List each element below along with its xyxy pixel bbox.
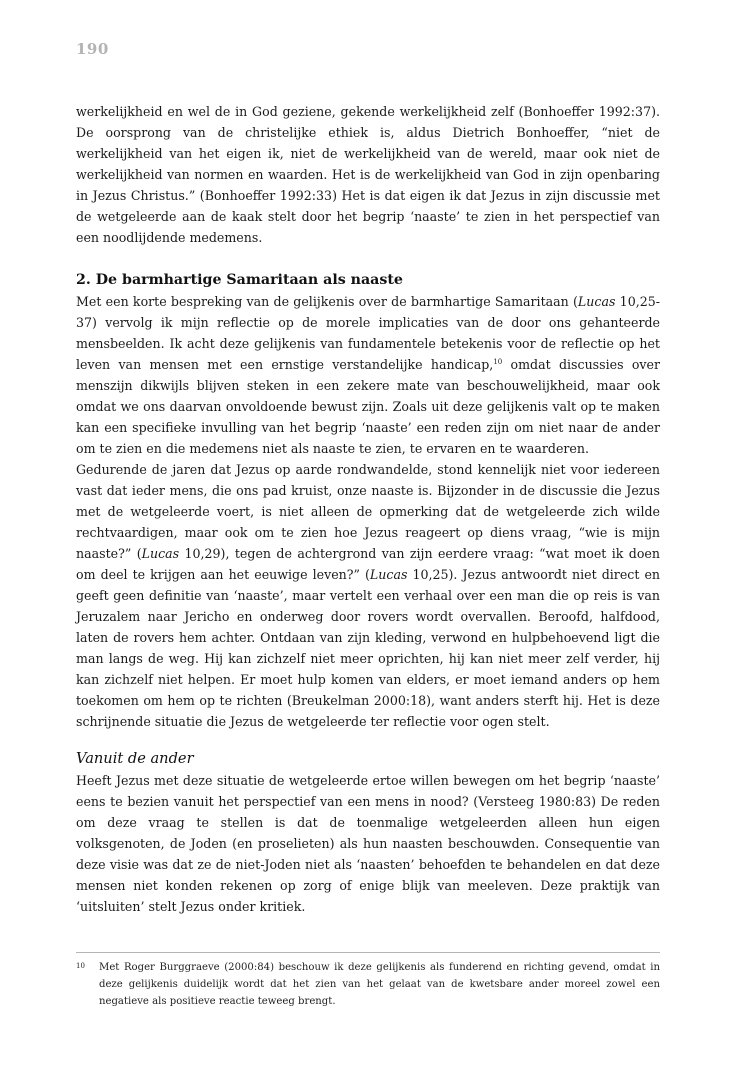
footnote-text: Met Roger Burggraeve (2000:84) beschouw ik deze gelijkenis als funderend en richting gevend, omdat in deze gelijkenis duidelijk wordt dat het zien van het gelaat van de kwetsbare ander moreel zowel een negatieve als positieve reactie teweeg brengt. xyxy=(99,962,660,1007)
text-run: Gedurende de jaren dat Jezus op aarde rondwandelde, stond kennelijk niet voor iedereen vast dat ieder mens, die ons pad kruist, onze naaste is. Bijzonder in de discussie die Jezus met de wetgeleerde voert, is niet alleen de opmerking dat de wetgeleerde zich wilde rechtvaardigen, maar ook om te zien hoe Jezus reageert op diens vraag, “wie is mijn naaste?” ( xyxy=(76,462,660,561)
footnote-divider xyxy=(76,952,660,953)
footnote-reference[interactable]: 10 xyxy=(493,357,503,366)
subsection-paragraph: Heeft Jezus met deze situatie de wetgeleerde ertoe willen bewegen om het begrip ‘naaste’ eens te bezien vanuit het perspectief van een mens in nood? (Versteeg 1980:83) De reden om deze vraag te stellen is dat de toenmalige wetgeleerden alleen hun eigen volksgenoten, de Joden (en proselieten) als hun naasten beschouwden. Consequentie van deze visie was dat ze de niet-Joden niet als ‘naasten’ behoefden te behandelen en dat deze mensen niet konden rekenen op zorg of enige blijk van meeleven. Deze praktijk van ‘uitsluiten’ stelt Jezus onder kritiek. xyxy=(76,773,660,914)
text-run: Met een korte bespreking van de gelijkenis over de barmhartige Samaritaan ( xyxy=(76,294,578,309)
section-paragraph-1 xyxy=(76,291,660,459)
text-run: 10,29), tegen de achtergrond van zijn eerdere vraag: “wat moet ik doen om deel te krijgen aan het eeuwige leven?” ( xyxy=(76,546,660,582)
section-samaritaan xyxy=(76,270,660,732)
intro-block xyxy=(76,101,660,248)
section-heading: 2. De barmhartige Samaritaan als naaste xyxy=(76,272,403,288)
page-number: 190 xyxy=(76,40,109,58)
intro-paragraph: werkelijkheid en wel de in God geziene, gekende werkelijkheid zelf (Bonhoeffer 1992:37). De oorsprong van de christelijke ethiek is, aldus Dietrich Bonhoeffer, “niet de werkelijkheid van het eigen ik, niet de werkelijkheid van de wereld, maar ook niet de werkelijkheid van normen en waarden. Het is de werkelijkheid van God in zijn openbaring in Jezus Christus.” (Bonhoeffer 1992:33) Het is dat eigen ik dat Jezus in zijn discussie met de wetgeleerde aan de kaak stelt door het begrip ‘naaste’ te zien in het perspectief van een noodlijdende medemens. xyxy=(76,104,660,245)
subsection-vanuit-de-ander xyxy=(76,748,660,917)
citation-book: Lucas xyxy=(141,546,180,561)
citation-book: Lucas xyxy=(577,294,616,309)
section-paragraph-2 xyxy=(76,459,660,732)
footnote-marker: 10 xyxy=(76,962,85,970)
citation-book: Lucas xyxy=(369,567,408,582)
text-run: 10,25-37) vervolg ik mijn reflectie op de morele implicaties van de door ons gehanteerde mensbeelden. Ik acht deze gelijkenis van fundamentele betekenis voor de reflectie op het leven van mensen met een ernstige verstandelijke handicap, xyxy=(76,294,660,372)
text-run: 10,25). Jezus antwoordt niet direct en geeft geen definitie van ‘naaste’, maar vertelt een verhaal over een man die op reis is van Jeruzalem naar Jericho en onderweg door rovers wordt overvallen. Beroofd, halfdood, laten de rovers hem achter. Ontdaan van zijn kleding, verwond en hulpbehoevend ligt die man langs de weg. Hij kan zichzelf niet meer oprichten, hij kan niet meer zelf verder, hij kan zichzelf niet helpen. Er moet hulp komen van elders, er moet iemand anders op hem toekomen om hem op te richten (Breukelman 2000:18), want anders sterft hij. Het is deze schrijnende situatie die Jezus de wetgeleerde ter reflectie voor ogen stelt. xyxy=(76,567,661,729)
footnote xyxy=(76,959,660,1010)
subsection-heading: Vanuit de ander xyxy=(76,750,194,767)
text-run: omdat discussies over menszijn dikwijls blijven steken in een zekere mate van beschouwelijkheid, maar ook omdat we ons daarvan onvoldoende bewust zijn. Zoals uit deze gelijkenis valt op te maken kan een specifieke invulling van het begrip ‘naaste’ een reden zijn om niet naar de ander om te zien en die medemens niet als naaste te zien, te ervaren en te waarderen. xyxy=(76,357,661,456)
